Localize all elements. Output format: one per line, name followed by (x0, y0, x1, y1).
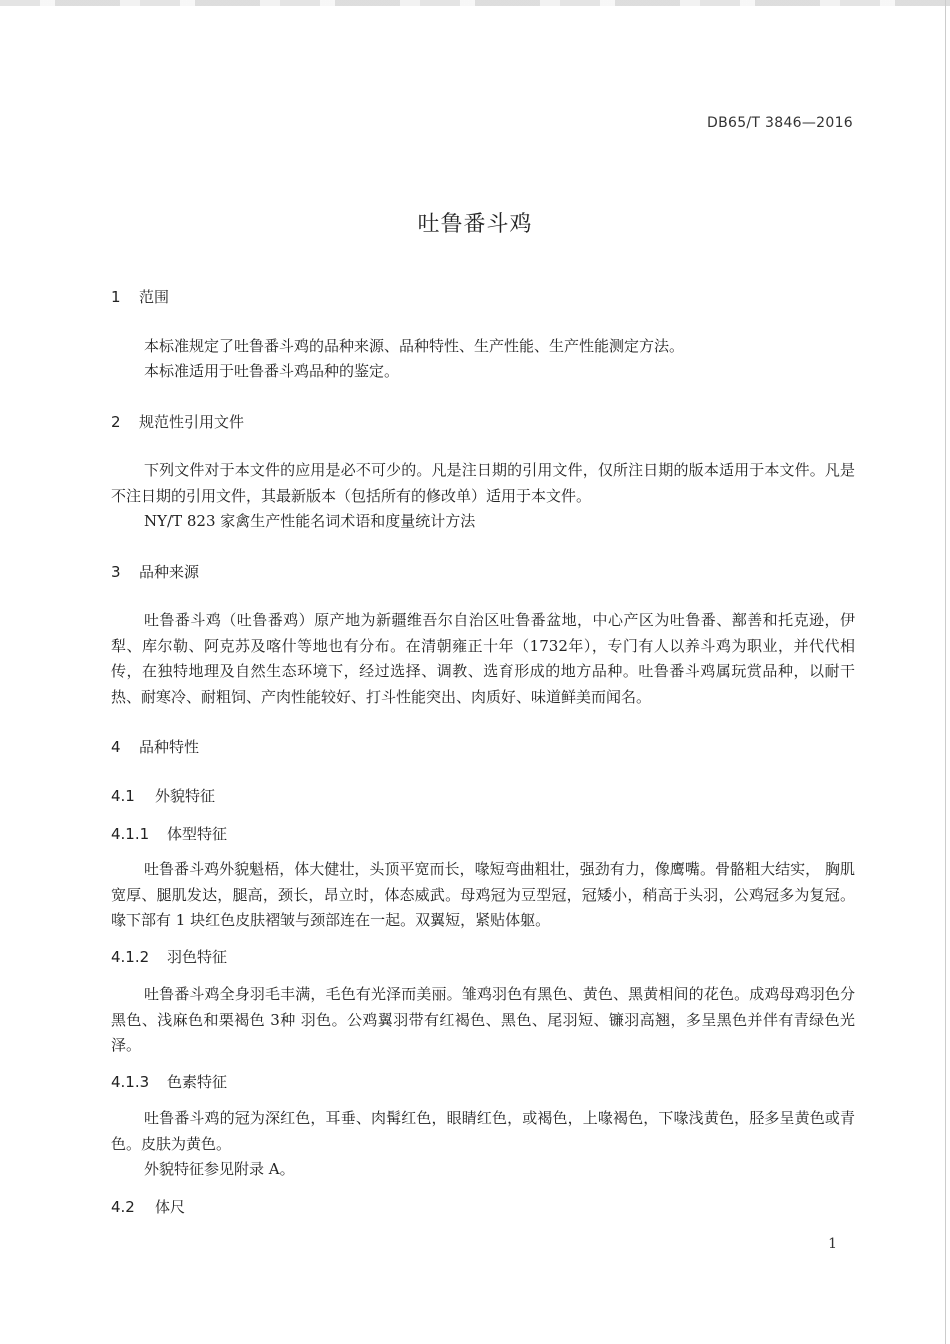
section-number: 4.1.3 (111, 1073, 150, 1091)
paragraph: 本标准适用于吐鲁番斗鸡品种的鉴定。 (144, 362, 400, 380)
section-4-1-3-heading (111, 1071, 227, 1092)
paragraph: 吐鲁番斗鸡外貌魁梧，体大健壮，头顶平宽而长，喙短弯曲粗壮，强劲有力，像鹰嘴。骨骼粗大结实， 胸肌宽厚、腿肌发达，腿高，颈长，昂立时，体态威武。母鸡冠为豆型冠，冠矮小，稍高于头羽，公鸡冠多为复冠。喙下部有 1 块红色皮肤褶皱与颈部连在一起。双翼短，紧贴体躯。 (111, 860, 855, 929)
section-title: 体尺 (155, 1198, 186, 1216)
section-title: 品种来源 (139, 563, 200, 581)
section-number: 3 (111, 563, 121, 581)
section-2-heading (111, 411, 244, 432)
page-number: 1 (828, 1236, 837, 1252)
section-number: 2 (111, 413, 121, 431)
section-4-heading (111, 736, 199, 757)
section-title: 体型特征 (167, 825, 228, 843)
section-number: 4.1.1 (111, 825, 150, 843)
section-title: 范围 (139, 288, 170, 306)
section-number: 1 (111, 288, 121, 306)
paragraph: 吐鲁番斗鸡全身羽毛丰满，毛色有光泽而美丽。雏鸡羽色有黑色、黄色、黑黄相间的花色。成鸡母鸡羽色分黑色、浅麻色和栗褐色 3种 羽色。公鸡翼羽带有红褐色、黑色、尾羽短、镰羽高翘，多呈黑色并伴有青绿色光泽。 (111, 985, 855, 1054)
page-title: 吐鲁番斗鸡 (417, 212, 533, 237)
paragraph: 本标准规定了吐鲁番斗鸡的品种来源、品种特性、生产性能、生产性能测定方法。 (144, 337, 685, 355)
section-title: 品种特性 (139, 738, 200, 756)
section-4-1-1-heading (111, 823, 227, 844)
section-number: 4 (111, 738, 121, 756)
section-1-heading (111, 286, 169, 307)
paragraph: 吐鲁番斗鸡（吐鲁番鸡）原产地为新疆维吾尔自治区吐鲁番盆地，中心产区为吐鲁番、鄯善和托克逊，伊犁、库尔勒、阿克苏及喀什等地也有分布。在清朝雍正十年（1732年），专门有人以养斗鸡为职业，并代代相传，在独特地理及自然生态环境下，经过选择、调教、选育形成的地方品种。吐鲁番斗鸡属玩赏品种，以耐干热、耐寒冷、耐粗饲、产肉性能较好、打斗性能突出、肉质好、味道鲜美而闻名。 (111, 611, 855, 706)
paragraph: 下列文件对于本文件的应用是必不可少的。凡是注日期的引用文件，仅所注日期的版本适用于本文件。凡是不注日期的引用文件，其最新版本（包括所有的修改单）适用于本文件。 (111, 461, 855, 505)
section-title: 外貌特征 (155, 787, 216, 805)
paragraph: 外貌特征参见附录 A。 (144, 1160, 295, 1178)
scan-top-edge (0, 0, 950, 6)
scan-right-edge (945, 0, 946, 1344)
reference-item: NY/T 823 家禽生产性能名词术语和度量统计方法 (144, 512, 476, 530)
section-4-1-2-heading (111, 946, 227, 967)
section-3-heading (111, 561, 199, 582)
document-code: DB65/T 3846—2016 (707, 115, 853, 131)
paragraph: 吐鲁番斗鸡的冠为深红色，耳垂、肉髯红色，眼睛红色，或褐色，上喙褐色，下喙浅黄色，胫多呈黄色或青色。皮肤为黄色。 (111, 1109, 855, 1153)
section-4-1-heading (111, 785, 215, 806)
section-title: 羽色特征 (167, 948, 228, 966)
section-number: 4.1.2 (111, 948, 150, 966)
section-4-2-heading (111, 1196, 185, 1217)
section-number: 4.2 (111, 1198, 135, 1216)
section-title: 色素特征 (167, 1073, 228, 1091)
section-number: 4.1 (111, 787, 135, 805)
section-title: 规范性引用文件 (139, 413, 245, 431)
